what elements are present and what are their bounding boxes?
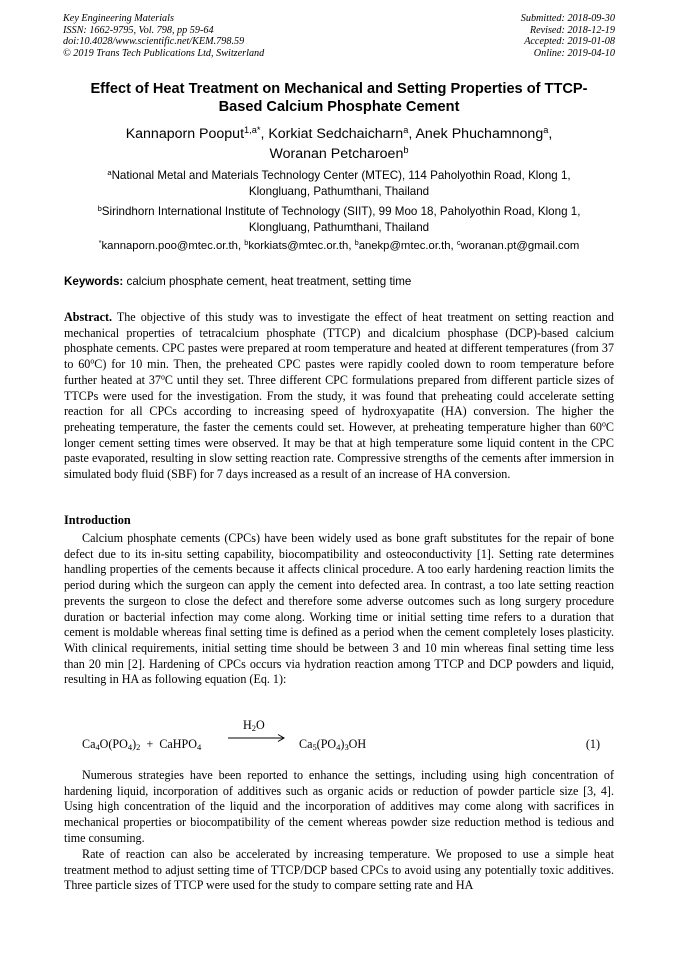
eq-term: (PO <box>316 737 337 751</box>
equation-1 <box>64 718 614 758</box>
eq-sub: 5 <box>312 742 317 753</box>
eq-sub: 2 <box>136 742 141 753</box>
author-2: Korkiat Sedchaicharn <box>268 126 404 142</box>
equation-number: (1) <box>585 737 600 751</box>
email-1[interactable]: kannaporn.poo@mtec.or.th, <box>101 240 242 252</box>
reaction-arrow-icon <box>227 733 287 743</box>
accepted-date: Accepted: 2019-01-08 <box>524 36 615 47</box>
section-heading-introduction: Introduction <box>64 513 131 527</box>
journal-name: Key Engineering Materials <box>63 13 174 24</box>
eq-term: O(PO <box>99 737 128 751</box>
abstract-part-4: C longer cement setting times were observed. It may be that at high temperature some liquid content in the CPC paste evaporated, resulting in slow setting reaction rate. Compressive strengths of the cements after immersion in simulated body fluid (SBF) for 7 days increased as a result of an increase of HA conversion. <box>64 419 614 482</box>
affiliation-a-sup: a <box>107 167 112 177</box>
affiliation-b-line-1: Sirindhorn International Institute of Technology (SIIT), 99 Moo 18, Paholyothin Road, Klong 1, <box>101 205 581 218</box>
keywords-label: Keywords: <box>64 275 124 288</box>
eq-term: CaHPO <box>159 737 197 751</box>
eq-sub: 4 <box>196 742 202 753</box>
author-3-sup: a <box>543 124 549 135</box>
email-4-sup: c <box>456 237 461 247</box>
equation-catalyst: $H_2O$ <box>243 718 265 734</box>
equation-product <box>299 737 366 752</box>
eq-plus: + <box>146 737 154 751</box>
author-4-sup: b <box>403 144 409 155</box>
email-2-sup: b <box>244 237 249 247</box>
eq-sub: 3 <box>344 742 349 753</box>
doi: doi:10.4028/www.scientific.net/KEM.798.59 <box>63 36 245 47</box>
eq-term: OH <box>348 737 367 751</box>
degree-mark: o <box>160 372 165 382</box>
eq-term: Ca <box>82 737 96 751</box>
author-2-sup: a <box>403 124 409 135</box>
email-2[interactable]: korkiats@mtec.or.th, <box>248 240 352 252</box>
submitted-date: Submitted: 2018-09-30 <box>520 13 615 24</box>
intro-paragraph-1: Calcium phosphate cements (CPCs) have been widely used as bone graft substitutes for the repair of bone defect due to its in-situ setting capability, biocompatibility and osteoconductivity [1]. Setting rate determines handling properties of the cements because it affects clinical procedure. A too early hardening reaction limits the period during which the surgeon can apply the cement into defected area. In contrast, a too late setting reaction prevents the surgeon to close the defect and therefore some adverse outcomes such as long surgery procedure duration or bacterial infection may come along. Working time or initial setting time refers to a duration that cement is moldable whereas final setting time is defined as a period when the cement completely loses plasticity. With clinical requirements, initial setting time should be between 3 and 10 min whereas final setting time less than 20 min [2]. Hardening of CPCs occurs via hydration reaction among TTCP and DCP powders and liquid, resulting in HA as following equation (Eq. 1): <box>64 531 614 687</box>
eq-term: ) <box>340 737 345 751</box>
eq-sub: 4 <box>95 742 100 753</box>
revised-date: Revised: 2018-12-19 <box>529 24 615 36</box>
author-4: Woranan Petcharoen <box>269 146 404 162</box>
author-3: Anek Phuchamnong <box>415 126 544 142</box>
affiliation-a-line-2: Klongluang, Pathumthani, Thailand <box>248 185 430 198</box>
email-1-sup: * <box>98 237 102 247</box>
degree-mark: o <box>601 419 606 429</box>
email-4[interactable]: woranan.pt@gmail.com <box>460 240 580 252</box>
affiliation-b-line-2: Klongluang, Pathumthani, Thailand <box>248 221 430 234</box>
issn: ISSN: 1662-9795, Vol. 798, pp 59-64 <box>63 24 214 36</box>
eq-sub: 4 <box>127 742 133 753</box>
affiliation-a <box>70 168 608 200</box>
copyright: © 2019 Trans Tech Publications Ltd, Switzerland <box>63 47 265 59</box>
eq-sub: 4 <box>336 742 341 753</box>
affiliation-b-sup: b <box>97 203 102 213</box>
abstract <box>64 310 614 483</box>
journal-header-left <box>63 13 264 59</box>
email-list <box>40 239 638 253</box>
abstract-part-2: C) for 10 min. Then, the preheated CPC pastes were rapidly cooled down to room temperature before further heated at 37 <box>64 357 614 387</box>
author-1: Kannaporn Pooput <box>125 126 245 142</box>
equation-reactants <box>82 737 201 752</box>
intro-paragraph-3: Rate of reaction can also be accelerated by increasing temperature. We proposed to use a simple heat treatment method to adjust setting time of TTCP/DCP based CPCs to avoid using any potentially toxic additives. Three particle sizes of TTCP were used for the study to compare setting rate and HA <box>64 847 614 893</box>
abstract-label: Abstract. <box>64 310 113 324</box>
title-line-2: Based Calcium Phosphate Cement <box>218 99 460 115</box>
online-date: Online: 2019-04-10 <box>533 47 615 59</box>
eq-term: ) <box>132 737 137 751</box>
author-list: Kannaporn Pooput$^{1,a*}$, Korkiat Sedchaicharn$^a$, Anek Phuchamnong$^a$, Woranan Petcharoen$^b$ <box>125 124 553 162</box>
abstract-part-3: C until they set. Three different CPC formulations prepared from different particle sizes of TTCPs were used for the investigation. From the study, it was found that preheating could accelerate setting reaction for all CPCs according to increasing speed of hydroxyapatite (HA) conversion. The higher the preheating temperature, the faster the cements could set. However, at preheating temperature higher than 60 <box>64 372 614 434</box>
eq-term: Ca <box>299 737 313 751</box>
journal-header-right <box>521 13 615 59</box>
title-line-1: Effect of Heat Treatment on Mechanical and Setting Properties of TTCP- <box>90 81 588 97</box>
affiliation-a-line-1: National Metal and Materials Technology Center (MTEC), 114 Paholyothin Road, Klong 1, <box>111 169 571 182</box>
intro-paragraph-2: Numerous strategies have been reported to enhance the settings, including using high concentration of hardening liquid, incorporation of additives such as organic acids or reduction of powder particle size [3, 4]. Using high concentration of the liquid and the incorporation of additives may come along with sacrifices in mechanical properties or biocompatibility of the cement whereas powder size reduction method is tedious and time consuming. <box>64 768 614 845</box>
degree-mark: o <box>90 356 95 366</box>
email-3[interactable]: anekp@mtec.or.th, <box>358 240 454 252</box>
affiliation-b <box>70 204 608 236</box>
keywords <box>64 275 411 289</box>
author-1-sup: 1,a* <box>244 124 261 135</box>
abstract-part-1: The objective of this study was to investigate the effect of heat treatment on setting reaction and mechanical properties of tetracalcium phosphate (TTCP) and dicalcium phosphase (DCP)-based calcium phosphate cements. CPC pastes were prepared at room temperature and heated at different temperatures (from 37 to 60 <box>64 310 614 372</box>
email-3-sup: b <box>354 237 359 247</box>
keywords-text: calcium phosphate cement, heat treatment, setting time <box>126 275 412 288</box>
paper-title <box>50 80 628 116</box>
